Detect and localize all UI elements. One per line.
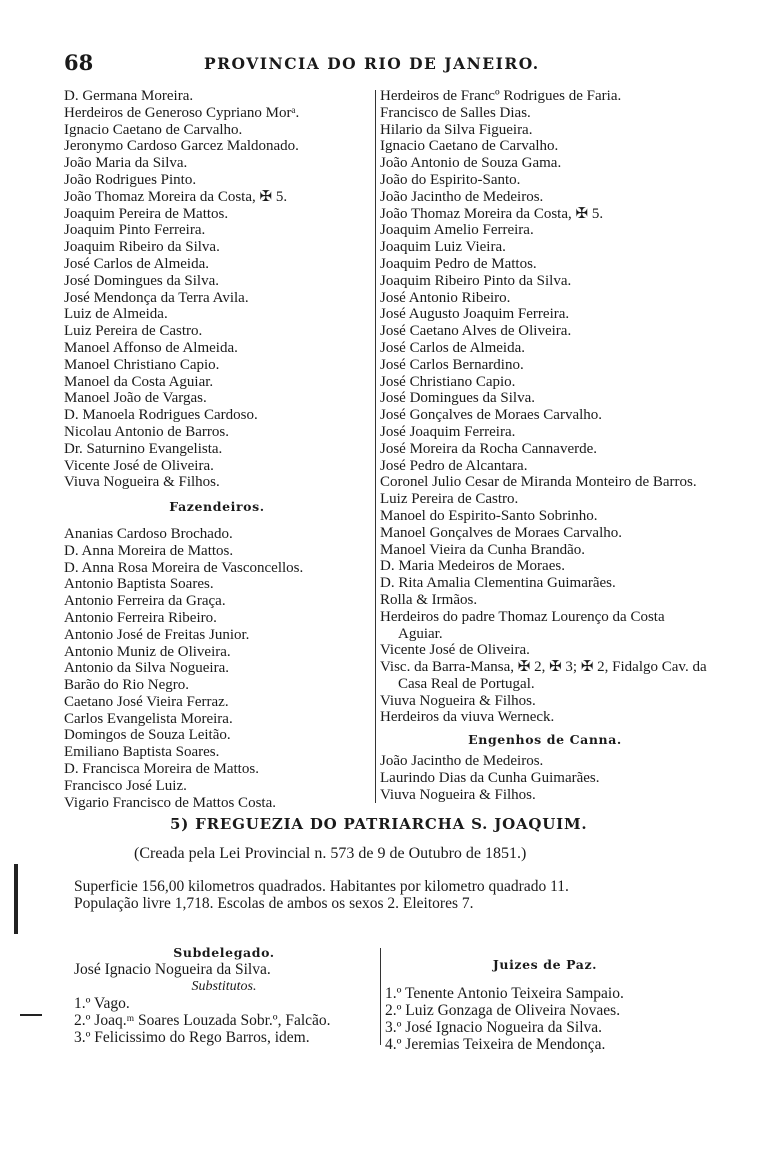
list-item: 4.º Jeremias Teixeira de Mendonça. — [385, 1036, 606, 1053]
juizes-heading: Juizes de Paz. — [492, 957, 598, 972]
stats-line: Superficie 156,00 kilometros quadrados. Habitantes por kilometro quadrado 11. — [74, 878, 569, 895]
list-item: José Augusto Joaquim Ferreira. — [380, 306, 570, 323]
list-item: Manoel da Costa Aguiar. — [64, 373, 214, 390]
list-item: José Gonçalves de Moraes Carvalho. — [380, 407, 603, 424]
subdelegado-name: José Ignacio Nogueira da Silva. — [74, 961, 271, 978]
list-item: José Christiano Capio. — [380, 373, 516, 390]
section-title: 5) FREGUEZIA DO PATRIARCHA S. JOAQUIM. — [170, 815, 588, 833]
list-item: José Domingues da Silva. — [64, 272, 219, 289]
list-item: Francisco de Salles Dias. — [380, 104, 531, 121]
list-item: Rolla & Irmãos. — [380, 591, 478, 608]
left-column — [64, 88, 370, 811]
list-item: José Moreira da Rocha Cannaverde. — [380, 440, 598, 457]
margin-scan-mark — [14, 864, 18, 934]
list-item: Manoel Vieira da Cunha Brandão. — [380, 541, 586, 558]
list-item: D. Francisca Moreira de Mattos. — [64, 761, 259, 778]
list-item: Francisco José Luiz. — [64, 777, 187, 794]
list-item: Barão do Rio Negro. — [64, 677, 189, 694]
list-item: Herdeiros da viuva Werneck. — [380, 709, 555, 726]
list-item: Joaquim Ribeiro da Silva. — [64, 239, 220, 256]
list-item: João Thomaz Moreira da Costa, ✠ 5. — [380, 205, 604, 222]
list-item: Viuva Nogueira & Filhos. — [380, 786, 536, 803]
list-item: Nicolau Antonio de Barros. — [64, 423, 229, 440]
list-item: José Pedro de Alcantara. — [380, 457, 528, 474]
list-item: Joaquim Pereira de Mattos. — [64, 205, 229, 222]
list-item: Dr. Saturnino Evangelista. — [64, 440, 223, 457]
list-item: João Antonio de Souza Gama. — [380, 155, 562, 172]
list-item: Joaquim Luiz Vieira. — [380, 239, 506, 256]
list-item: 3.º Felicissimo do Rego Barros, idem. — [74, 1029, 310, 1046]
list-item: José Antonio Ribeiro. — [380, 289, 511, 306]
running-title: PROVINCIA DO RIO DE JANEIRO. — [204, 54, 540, 73]
list-item: João Thomaz Moreira da Costa, ✠ 5. — [64, 188, 288, 205]
fazendeiros-list — [64, 526, 370, 812]
engenhos-list — [380, 753, 710, 803]
list-item: Antonio da Silva Nogueira. — [64, 660, 229, 677]
list-item: D. Maria Medeiros de Moraes. — [380, 558, 565, 575]
list-item: João Jacintho de Medeiros. — [380, 188, 544, 205]
list-item: Antonio José de Freitas Junior. — [64, 626, 250, 643]
list-item: Coronel Julio Cesar de Miranda Monteiro de Barros. — [380, 474, 697, 491]
list-item: Vigario Francisco de Mattos Costa. — [64, 794, 276, 811]
list-item: Manoel João de Vargas. — [64, 390, 207, 407]
list-item: D. Germana Moreira. — [64, 88, 194, 104]
list-item: Emiliano Baptista Soares. — [64, 744, 220, 761]
substitutos-list — [74, 995, 374, 1046]
list-item: 3.º José Ignacio Nogueira da Silva. — [385, 1019, 603, 1036]
fazendeiros-heading: Fazendeiros. — [169, 499, 265, 515]
list-item: Luiz Pereira de Castro. — [64, 323, 203, 340]
list-item: Carlos Evangelista Moreira. — [64, 710, 233, 727]
list-item: Herdeiros de Francº Rodrigues de Faria. — [380, 88, 622, 104]
list-item: Joaquim Pinto Ferreira. — [64, 222, 206, 239]
list-item: D. Rita Amalia Clementina Guimarães. — [380, 575, 616, 592]
juizes-block — [385, 956, 705, 1053]
list-item: Manoel Christiano Capio. — [64, 356, 220, 373]
list-item: Manoel Gonçalves de Moraes Carvalho. — [380, 524, 623, 541]
list-item: Caetano José Vieira Ferraz. — [64, 693, 229, 710]
list-item: 1.º Vago. — [74, 995, 130, 1012]
list-item: Ignacio Caetano de Carvalho. — [64, 121, 243, 138]
list-item: Viuva Nogueira & Filhos. — [380, 692, 536, 709]
list-item: Hilario da Silva Figueira. — [380, 121, 533, 138]
list-item: Ignacio Caetano de Carvalho. — [380, 138, 559, 155]
margin-scan-mark — [20, 1014, 42, 1016]
list-item: José Caetano Alves de Oliveira. — [380, 323, 572, 340]
list-item: Antonio Ferreira Ribeiro. — [64, 609, 217, 626]
subdelegado-block — [74, 944, 374, 1046]
list-item: Luiz Pereira de Castro. — [380, 491, 519, 508]
list-item: 2.º Luiz Gonzaga de Oliveira Novaes. — [385, 1002, 621, 1019]
list-item: José Carlos de Almeida. — [380, 339, 525, 356]
substitutos-heading: Substitutos. — [191, 979, 257, 994]
list-item: 2.º Joaq.ᵐ Soares Louzada Sobr.º, Falcão. — [74, 1012, 331, 1029]
list-item: Laurindo Dias da Cunha Guimarães. — [380, 769, 600, 786]
parish-statistics — [74, 878, 704, 912]
list-item: D. Anna Rosa Moreira de Vasconcellos. — [64, 559, 304, 576]
list-item: José Carlos de Almeida. — [64, 255, 209, 272]
list-item: Luiz de Almeida. — [64, 306, 168, 323]
list-item: Joaquim Amelio Ferreira. — [380, 222, 534, 239]
list-item: Herdeiros de Generoso Cypriano Morᵃ. — [64, 104, 300, 121]
list-item: Manoel do Espirito-Santo Sobrinho. — [380, 507, 598, 524]
list-item: João Maria da Silva. — [64, 155, 188, 172]
right-entry-list — [380, 88, 710, 726]
left-entry-list — [64, 88, 370, 491]
list-item: Herdeiros do padre Thomaz Lourenço da Costa Aguiar. — [380, 608, 665, 642]
list-item: Antonio Muniz de Oliveira. — [64, 643, 231, 660]
list-item: D. Anna Moreira de Mattos. — [64, 542, 234, 559]
list-item: João do Espirito-Santo. — [380, 171, 521, 188]
list-item: Joaquim Pedro de Mattos. — [380, 255, 537, 272]
stats-line: População livre 1,718. Escolas de ambos os sexos 2. Eleitores 7. — [74, 895, 474, 912]
list-item: Domingos de Souza Leitão. — [64, 727, 231, 744]
list-item: Ananias Cardoso Brochado. — [64, 525, 233, 542]
list-item: Joaquim Ribeiro Pinto da Silva. — [380, 272, 572, 289]
list-item: Jeronymo Cardoso Garcez Maldonado. — [64, 138, 299, 155]
page-number: 68 — [64, 50, 94, 75]
list-item: D. Manoela Rodrigues Cardoso. — [64, 407, 258, 424]
page-header — [64, 50, 704, 78]
subdelegado-heading: Subdelegado. — [173, 945, 275, 960]
list-item: José Joaquim Ferreira. — [380, 423, 516, 440]
list-item: Manoel Affonso de Almeida. — [64, 339, 238, 356]
list-item: Antonio Ferreira da Graça. — [64, 593, 226, 610]
list-item: João Jacintho de Medeiros. — [380, 753, 544, 770]
right-column — [380, 88, 710, 803]
list-item: João Rodrigues Pinto. — [64, 171, 197, 188]
list-item: Antonio Baptista Soares. — [64, 576, 214, 593]
list-item: Viuva Nogueira & Filhos. — [64, 474, 220, 491]
list-item: José Domingues da Silva. — [380, 390, 535, 407]
juizes-list — [385, 985, 705, 1053]
column-divider — [375, 90, 376, 803]
creation-note: (Creada pela Lei Provincial n. 573 de 9 de Outubro de 1851.) — [134, 845, 527, 862]
list-item: Vicente José de Oliveira. — [380, 642, 530, 659]
engenhos-heading: Engenhos de Canna. — [468, 732, 622, 748]
list-item: Vicente José de Oliveira. — [64, 457, 214, 474]
list-item: Visc. da Barra-Mansa, ✠ 2, ✠ 3; ✠ 2, Fidalgo Cav. da Casa Real de Portugal. — [380, 659, 707, 692]
officials-divider — [380, 948, 381, 1045]
list-item: José Carlos Bernardino. — [380, 356, 524, 373]
list-item: 1.º Tenente Antonio Teixeira Sampaio. — [385, 985, 624, 1002]
list-item: José Mendonça da Terra Avila. — [64, 289, 249, 306]
